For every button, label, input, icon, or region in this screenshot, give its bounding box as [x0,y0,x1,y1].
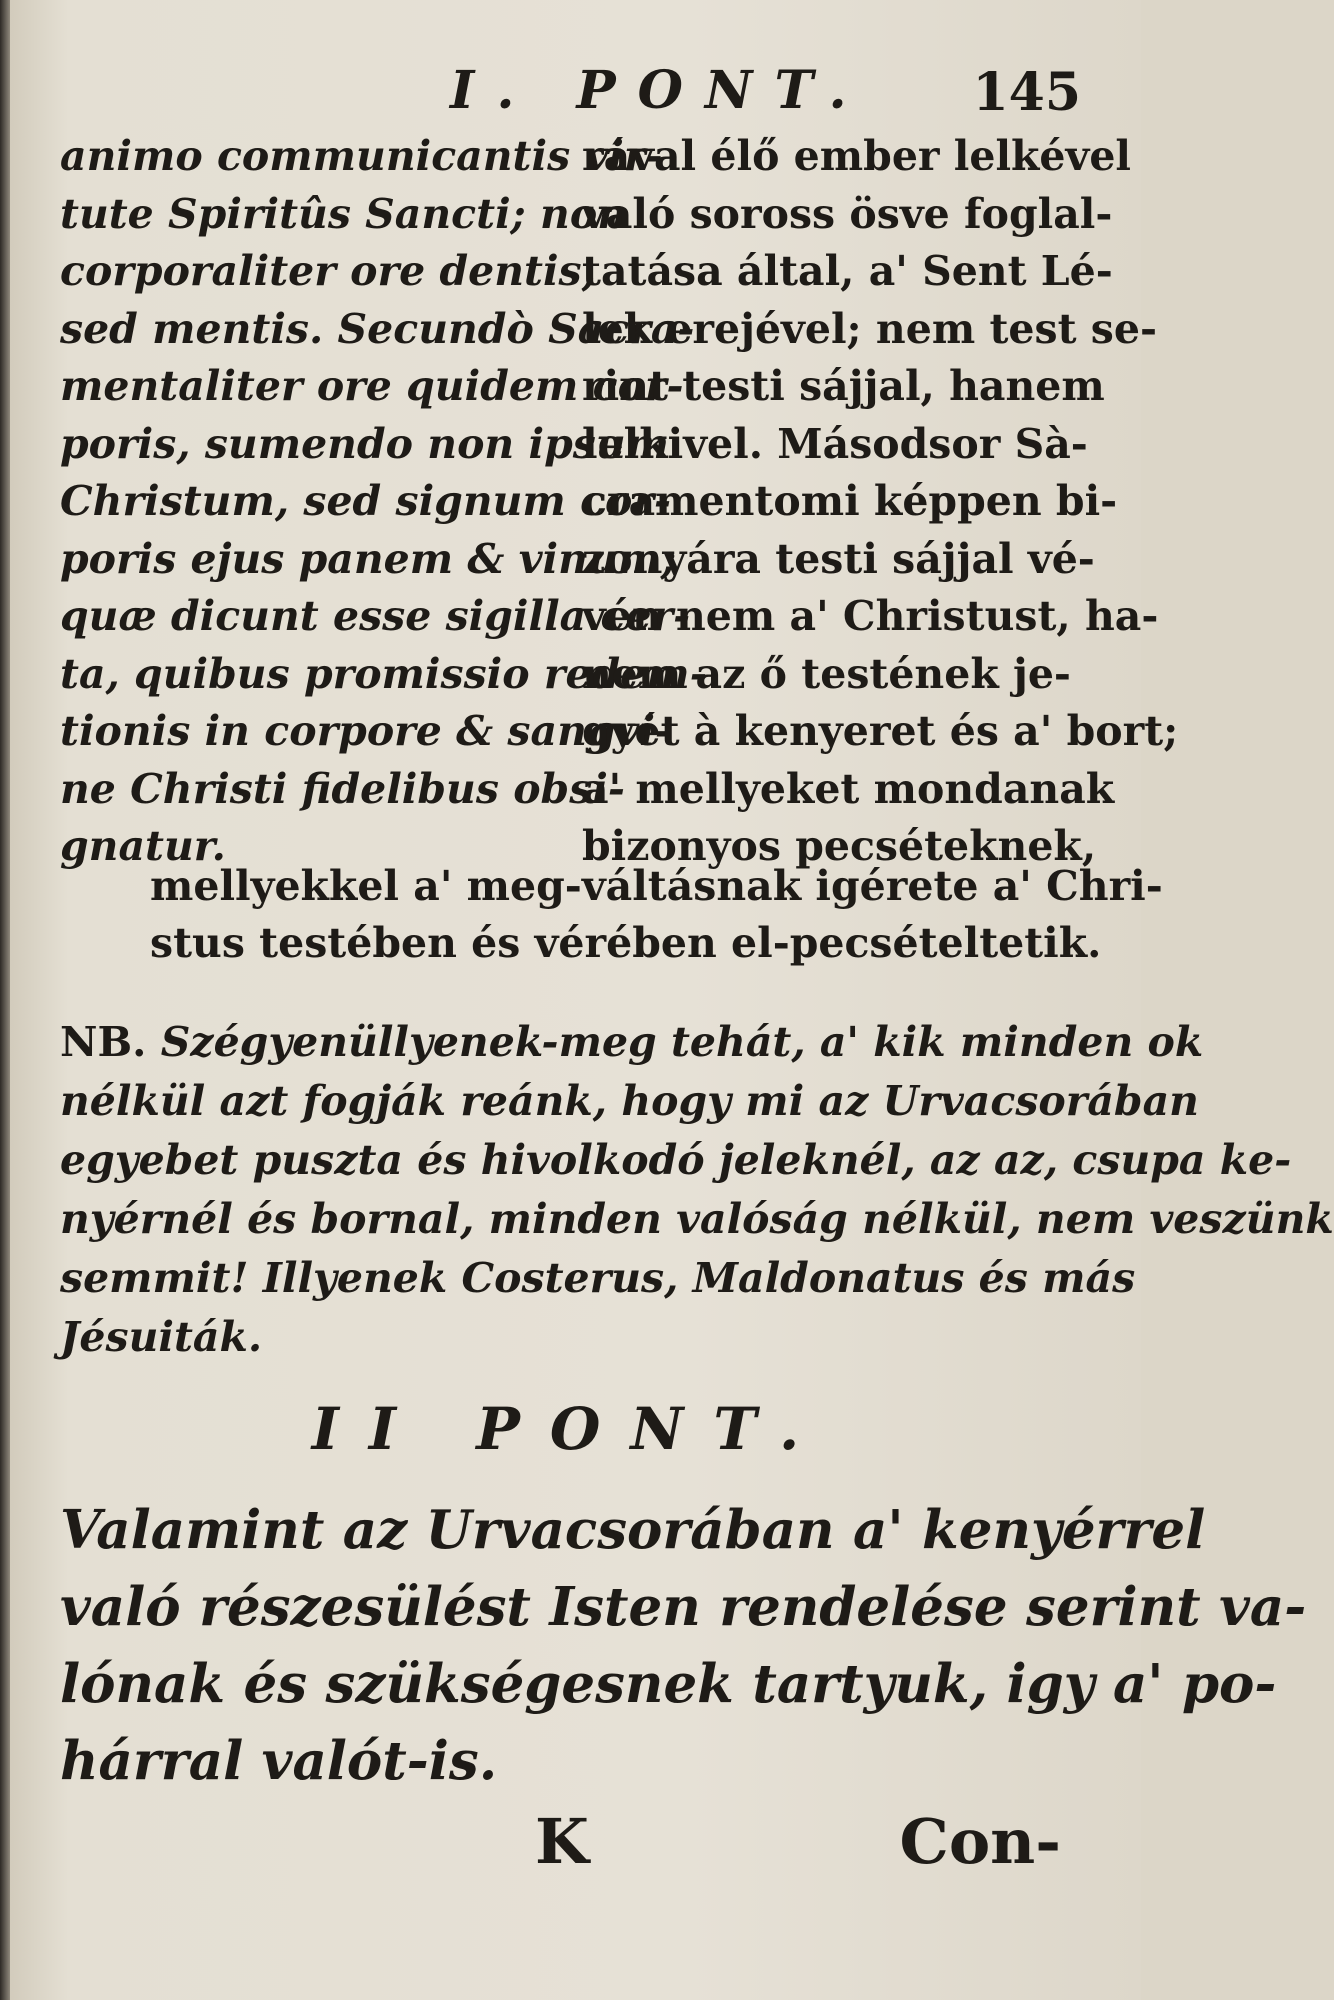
hungarian-line: zonyára testi sájjal vé- [582,534,1095,583]
binding-gutter [0,0,10,2000]
main-line: hárral valót-is. [60,1730,498,1792]
nb-label: NB. [60,1018,147,1066]
hungarian-line: rint testi sájjal, hanem [582,362,1105,410]
latin-line: ta, quibus promissio redem- [60,649,707,698]
nb-line: Jésuiták. [60,1313,263,1361]
nb-first-line-text: Szégyenüllyenek-meg tehát, a' kik minden ok [160,1018,1204,1066]
latin-column [60,128,707,876]
running-title: I. PONT. [450,60,869,121]
latin-line: tute Spiritûs Sancti; non [60,189,628,238]
latin-line: tionis in corpore & sangvi- [60,707,672,755]
spanning-line: stus testében és vérében el-pecsételtetik. [150,919,1102,967]
hungarian-column [582,128,1179,876]
spanning-line: mellyekkel a' meg-váltásnak igérete a' Chri- [150,862,1163,910]
hungarian-line: bizonyos pecséteknek, [582,822,1097,870]
main-line: lónak és szükségesnek tartyuk, igy a' po- [60,1653,1277,1715]
section-title: II PONT. [311,1395,830,1463]
spanning-paragraph [150,858,1163,972]
signature-mark: K [535,1805,589,1878]
hungarian-line: való soross ösve foglal- [582,189,1113,238]
catchword: Con- [899,1805,1061,1878]
hungarian-line: lelkivel. Másodsor Sà- [582,419,1088,468]
main-line: Valamint az Urvacsorában a' kenyérrel [60,1499,1206,1561]
latin-line: ne Christi fidelibus obsi- [60,764,625,813]
nb-first-line [60,1013,1204,1072]
main-paragraph [60,1492,1307,1800]
nb-line: nyérnél és bornal, minden valóság nélkül, nem veszünk [60,1195,1334,1243]
hungarian-line: rával élő ember lelkével [582,132,1131,180]
latin-line: animo communicantis vir- [60,132,663,180]
latin-line: corporaliter ore dentis, [60,247,596,295]
nb-line: semmit! Illyenek Costerus, Maldonatus és más [60,1254,1136,1302]
hungarian-line: cramentomi képpen bi- [582,477,1118,525]
page-number: 145 [972,62,1081,123]
hungarian-line: nem az ő testének je- [582,649,1071,698]
latin-line: mentaliter ore quidem cor- [60,362,684,410]
nb-line: egyebet puszta és hivolkodó jeleknél, az az, csupa ke- [60,1136,1292,1184]
latin-line: Christum, sed signum cor- [60,477,672,525]
nb-line: nélkül azt fogják reánk, hogy mi az Urvacsorában [60,1077,1199,1125]
hungarian-line: tatása által, a' Sent Lé- [582,247,1113,295]
page-header [0,60,1141,130]
hungarian-line: gyét à kenyeret és a' bort; [582,707,1179,755]
latin-line: poris, sumendo non ipsum [60,419,670,468]
hungarian-line: lek erejével; nem test se- [582,304,1157,353]
nb-paragraph [60,1013,1334,1367]
latin-line: gnatur. [60,822,226,870]
latin-line: poris ejus panem & vinum; [60,534,677,583]
latin-line: quæ dicunt esse sigilla cer- [60,592,691,640]
latin-line: sed mentis. Secundò Sacra- [60,304,695,353]
hungarian-line: a' mellyeket mondanak [582,764,1115,813]
main-line: való részesülést Isten rendelése serint va- [60,1576,1307,1638]
hungarian-line: vén nem a' Christust, ha- [582,592,1159,640]
